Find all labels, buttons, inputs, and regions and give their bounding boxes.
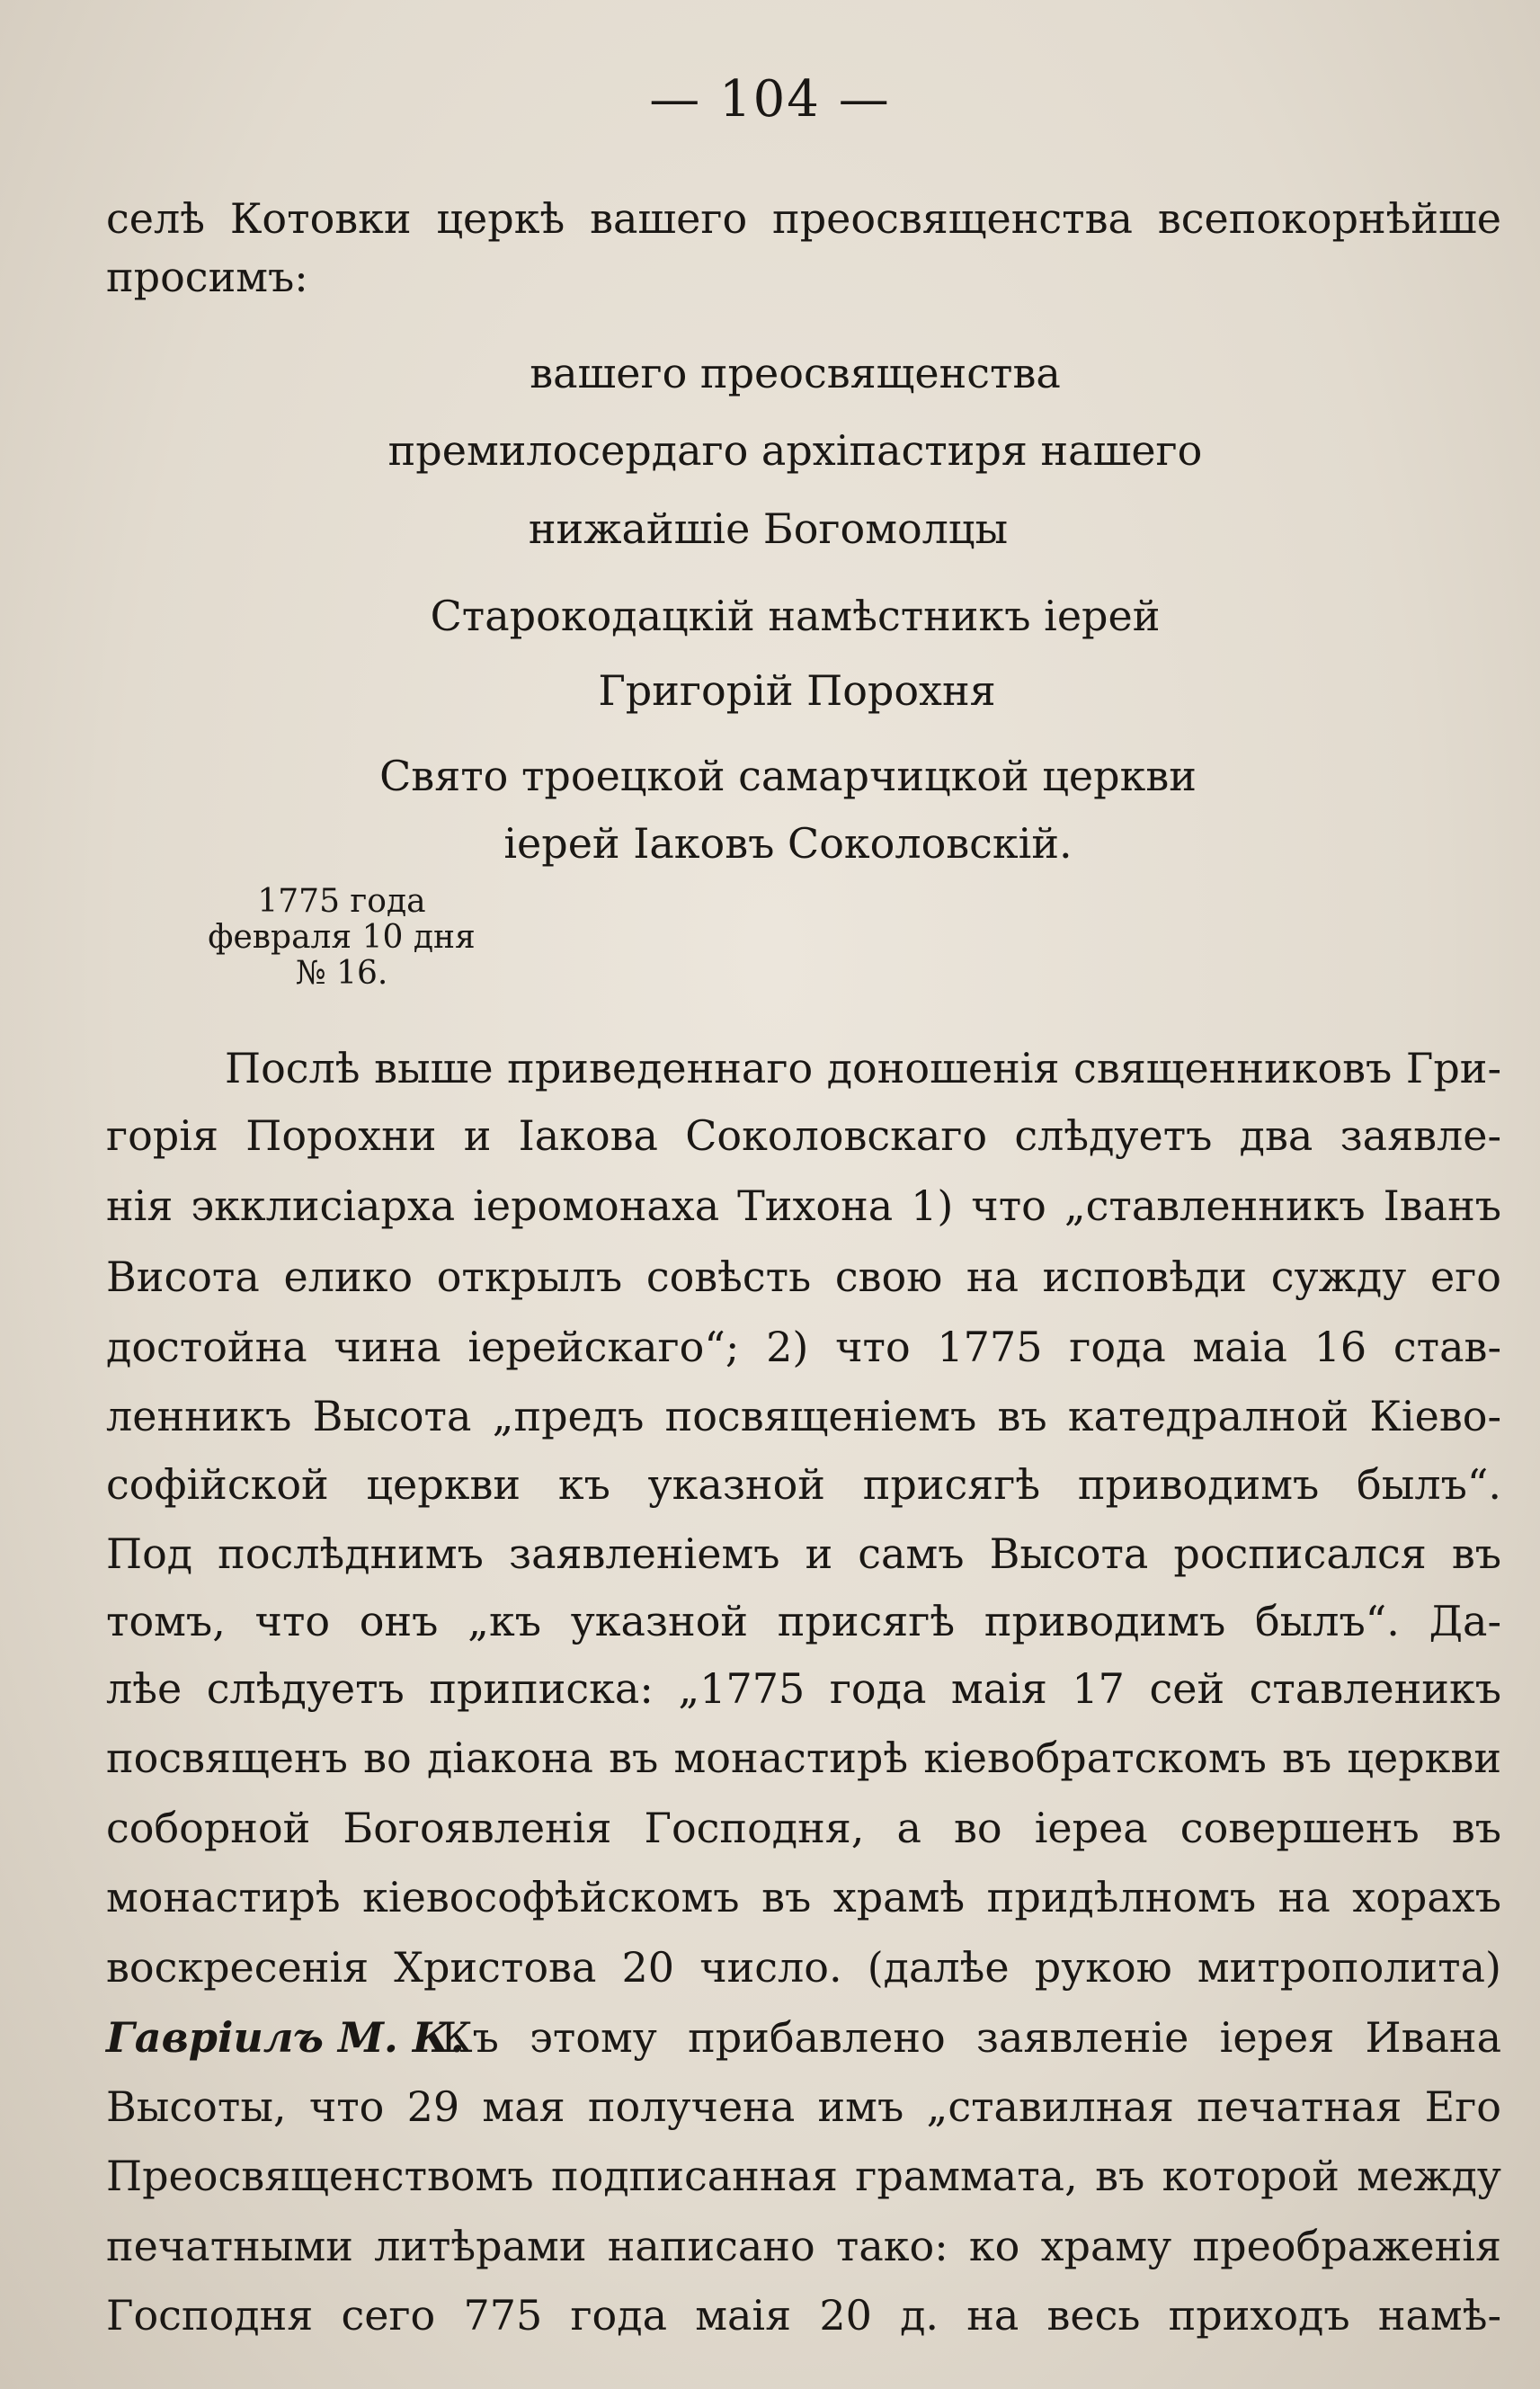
signature-line: Свято троецкой самарчицкой церкви [379,752,1197,800]
text-line: монастирѣ кіевософѣйскомъ въ храмѣ придѣлномъ на хорахъ [106,1873,1501,1921]
text-line: лѣе слѣдуетъ приписка: „1775 года маія 17 сей ставленикъ [106,1664,1501,1713]
text-line: ленникъ Высота „предъ посвященіемъ въ катедралной Кіево- [106,1392,1501,1440]
text-line: нія экклисіарха іеромонаха Тихона 1) что „ставленникъ Іванъ [106,1181,1501,1230]
text-line: Под послѣднимъ заявленіемъ и самъ Высота росписался въ [106,1529,1501,1578]
signature-line: Старокодацкій намѣстникъ іерей [430,592,1161,640]
text-line: посвященъ во діакона въ монастирѣ кіевобратскомъ въ церкви [106,1734,1501,1782]
text-line: Къ этому прибавлено заявленіе іерея Ивана [441,2013,1501,2062]
signature-line: Григорій Порохня [598,666,996,715]
text-line: печатными литѣрами написано тако: ко храму преображенія [106,2222,1501,2270]
text-line: Послѣ выше приведеннаго доношенія священниковъ Гри- [225,1044,1501,1092]
signature-line: премилосердаго архіпастиря нашего [387,426,1203,475]
text-line: Господня сего 775 года маія 20 д. на весь приходъ намѣ- [106,2291,1501,2340]
text-line: томъ, что онъ „къ указной присягѣ приводимъ былъ“. Да- [106,1597,1501,1645]
signature-line: іерей Іаковъ Соколовскій. [503,819,1073,868]
text-line: Преосвященствомъ подписанная граммата, въ которой между [106,2152,1501,2200]
text-line: селѣ Котовки церкѣ вашего преосвященства всепокорнѣйше [106,194,1501,243]
text-line: горія Порохни и Іакова Соколовскаго слѣдуетъ два заявле- [106,1111,1501,1160]
text-line: Висота елико открылъ совѣсть свою на исповѣди сужду его [106,1252,1501,1301]
text-line: Высоты, что 29 мая получена имъ „ставилная печатная Его [106,2082,1501,2131]
text-line: софійской церкви къ указной присягѣ приводимъ былъ“. [106,1460,1501,1509]
date-line: 1775 года [257,883,426,920]
signature-line: вашего преосвященства [530,349,1061,397]
date-line: февраля 10 дня [208,919,476,956]
text-line: просимъ: [106,253,308,301]
text-line: достойна чина іерейскаго“; 2) что 1775 года маіа 16 став- [106,1323,1501,1371]
signature-line: нижайшіе Богомолцы [528,504,1009,553]
text-line: воскресенія Христова 20 число. (далѣе рукою митрополита) [106,1943,1501,1992]
italic-signature: Гаврiилъ М. К. [106,2013,465,2062]
date-line: № 16. [295,955,388,992]
text-line: соборной Богоявленія Господня, а во іереа совершенъ въ [106,1804,1501,1852]
page-number: — 104 — [649,70,891,129]
